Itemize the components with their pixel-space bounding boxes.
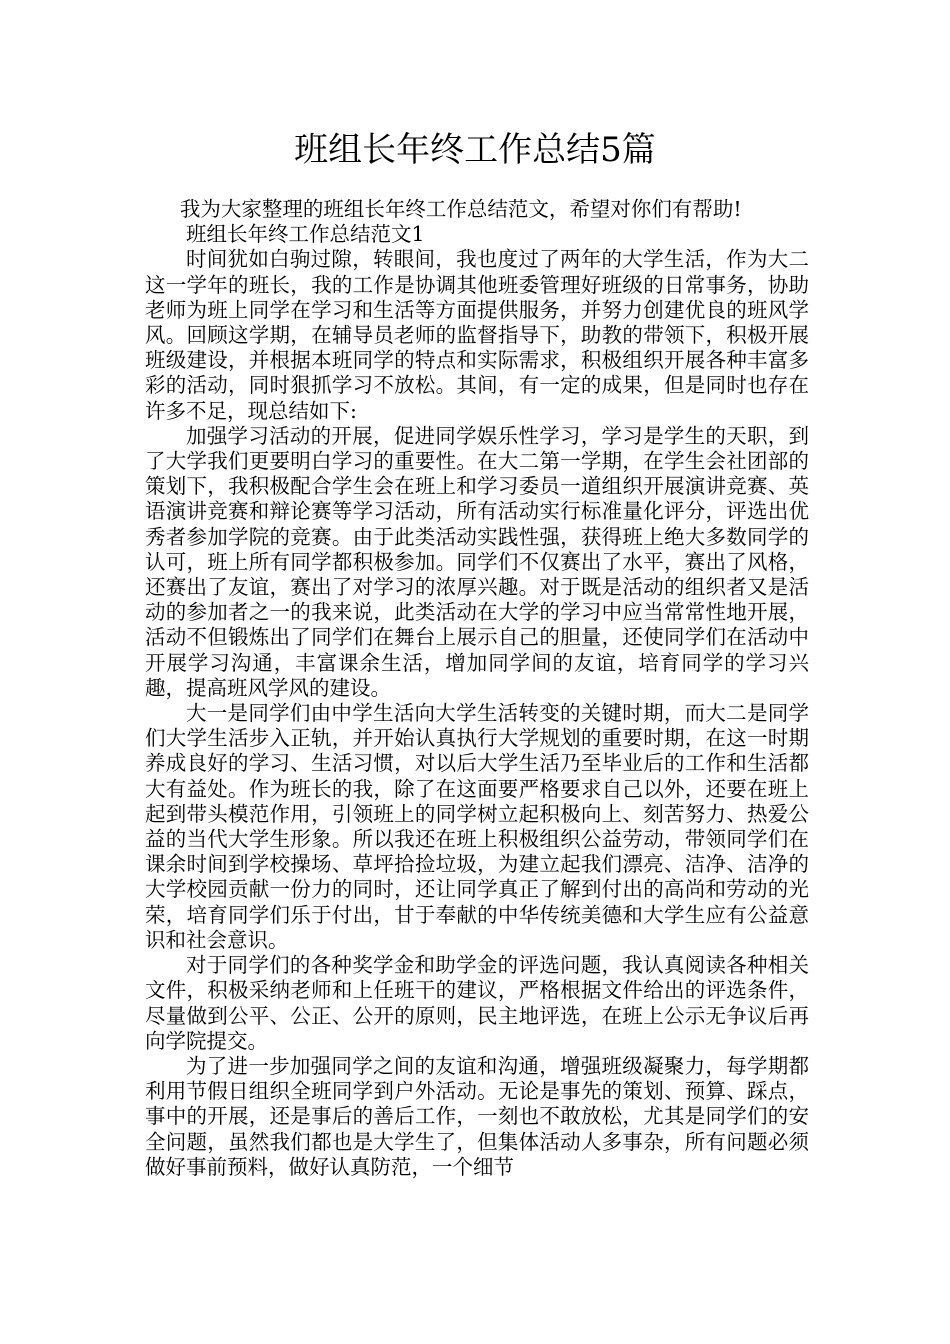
document-title: 班组长年终工作总结5篇 (294, 130, 656, 170)
intro-paragraph: 我为大家整理的班组长年终工作总结范文，希望对你们有帮助! (179, 197, 742, 221)
body-paragraph: 时间犹如白驹过隙，转眼间，我也度过了两年的大学生活，作为大二这一学年的班长，我的工作是协调其他班委管理好班级的日常事务，协助老师为班上同学在学习和生活等方面提供服务，并努力创建优良的班风学风。回顾这学期，在辅导员老师的监督指导下，助教的带领下，积极开展班级建设，并根据本班同学的特点和实际需求，积极组织开展各种丰富多彩的活动，同时狠抓学习不放松。其间，有一定的成果，但是同时也存在许多不足，现总结如下: (145, 247, 809, 423)
body-paragraph: 为了进一步加强同学之间的友谊和沟通，增强班级凝聚力，每学期都利用节假日组织全班同学到户外活动。无论是事先的策划、预算、踩点，事中的开展，还是事后的善后工作，一刻也不敢放松，尤其是同学们的安全问题，虽然我们都也是大学生了，但集体活动人多事杂，所有问题必须做好事前预料，做好认真防范，一个细节 (145, 1053, 809, 1179)
document-body (145, 197, 809, 1180)
body-paragraph: 加强学习活动的开展，促进同学娱乐性学习，学习是学生的天职，到了大学我们更要明白学习的重要性。在大二第一学期，在学生会社团部的策划下，我积极配合学生会在班上和学习委员一道组织开展演讲竞赛、英语演讲竞赛和辩论赛等学习活动，所有活动实行标准量化评分，评选出优秀者参加学院的竞赛。由于此类活动实践性强，获得班上绝大多数同学的认可，班上所有同学都积极参加。同学们不仅赛出了水平，赛出了风格，还赛出了友谊，赛出了对学习的浓厚兴趣。对于既是活动的组织者又是活动的参加者之一的我来说，此类活动在大学的学习中应当常常性地开展，活动不但锻炼出了同学们在舞台上展示自己的胆量，还使同学们在活动中开展学习沟通，丰富课余生活，增加同学间的友谊，培育同学的学习兴趣，提高班风学风的建设。 (145, 423, 809, 700)
body-paragraph: 大一是同学们由中学生活向大学生活转变的关键时期，而大二是同学们大学生活步入正轨，并开始认真执行大学规划的重要时期，在这一时期养成良好的学习、生活习惯，对以后大学生活乃至毕业后的工作和生活都大有益处。作为班长的我，除了在这面要严格要求自己以外，还要在班上起到带头模范作用，引领班上的同学树立起积极向上、刻苦努力、热爱公益的当代大学生形象。所以我还在班上积极组织公益劳动，带领同学们在课余时间到学校操场、草坪拾捡垃圾，为建立起我们漂亮、洁净、洁净的大学校园贡献一份力的同时，还让同学真正了解到付出的高尚和劳动的光荣，培育同学们乐于付出，甘于奉献的中华传统美德和大学生应有公益意识和社会意识。 (145, 701, 809, 952)
section-heading: 班组长年终工作总结范文1 (186, 222, 425, 247)
body-paragraph: 对于同学们的各种奖学金和助学金的评选问题，我认真阅读各种相关文件，积极采纳老师和上任班干的建议，严格根据文件给出的评选条件，尽量做到公平、公正、公开的原则，民主地评选，在班上公示无争议后再向学院提交。 (145, 953, 809, 1053)
